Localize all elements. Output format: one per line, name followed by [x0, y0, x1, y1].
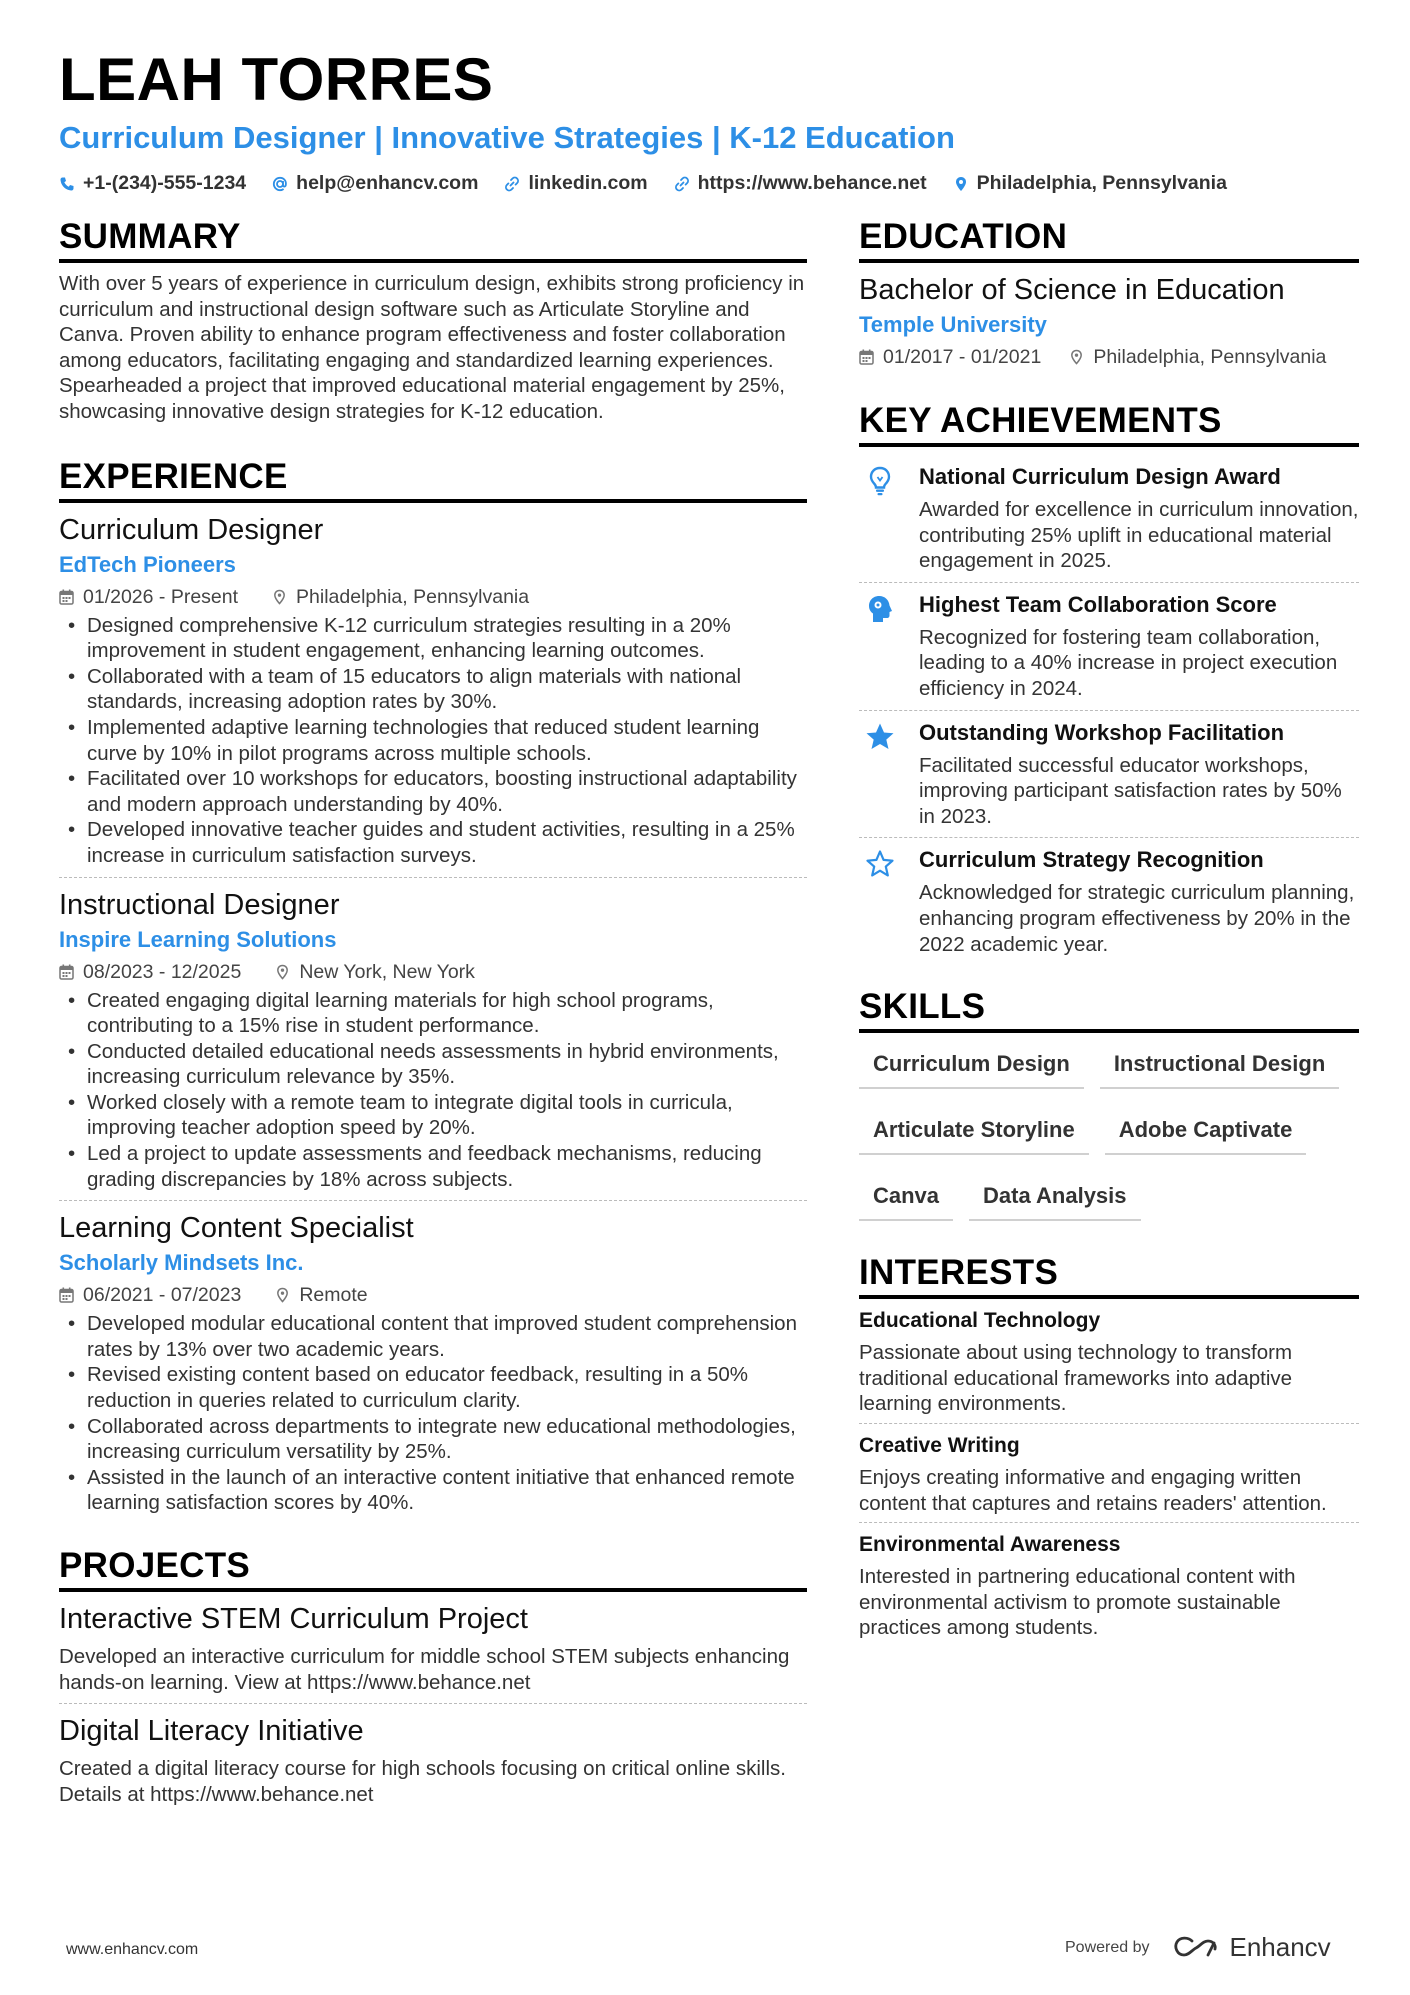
project-name: Interactive STEM Curriculum Project [59, 1603, 528, 1635]
education-school: Temple University [859, 312, 1047, 337]
project-entry [59, 1600, 807, 1695]
education-degree: Bachelor of Science in Education [859, 274, 1285, 306]
footer-branding [1065, 1932, 1331, 1963]
interest-title: Educational Technology [859, 1309, 1101, 1333]
job-bullets [59, 988, 807, 1193]
contact-linkedin[interactable] [504, 172, 647, 195]
job-bullet: • Conducted detailed educational needs assessments in hybrid environments, increasing curriculum relevance by 35%. [59, 1039, 807, 1090]
interest-title: Environmental Awareness [859, 1533, 1121, 1557]
achievement-desc: Recognized for fostering team collaboration, leading to a 40% increase in project execution efficiency in 2024. [919, 625, 1338, 700]
entry-divider [59, 877, 807, 878]
job-meta [59, 583, 807, 611]
map-pin-icon [1069, 349, 1084, 365]
job-location [275, 1281, 367, 1309]
achievement-title: Highest Team Collaboration Score [919, 591, 1277, 617]
project-desc: Developed an interactive curriculum for middle school STEM subjects enhancing hands-on learning. View at https://www.behance.net [59, 1645, 790, 1694]
contact-linkedin-text: linkedin.com [528, 172, 648, 194]
achievement-item [859, 583, 1359, 710]
experience-entry [59, 886, 807, 1193]
job-location-text: Philadelphia, Pennsylvania [296, 585, 530, 608]
project-name: Digital Literacy Initiative [59, 1715, 364, 1748]
projects-title: PROJECTS [59, 1544, 807, 1592]
star-outline-icon [864, 848, 896, 880]
map-pin-icon [953, 176, 969, 192]
calendar-icon [59, 589, 74, 605]
contact-location-text: Philadelphia, Pennsylvania [976, 172, 1227, 194]
education-section [859, 215, 1359, 371]
lightbulb-icon [864, 465, 896, 497]
job-dates-text: 08/2023 - 12/2025 [83, 960, 242, 983]
footer-website[interactable]: www.enhancv.com [66, 1941, 199, 1958]
candidate-name: LEAH TORRES [59, 46, 494, 113]
head-icon [864, 593, 896, 625]
enhancv-logo-icon [1172, 1935, 1220, 1961]
contact-bar [59, 172, 1359, 195]
job-dates [59, 1281, 241, 1309]
job-bullets [59, 1311, 807, 1516]
interests-title: INTERESTS [859, 1251, 1359, 1299]
brand-name: Enhancv [1229, 1932, 1331, 1962]
skills-title: SKILLS [859, 985, 1359, 1033]
job-role: Curriculum Designer [59, 513, 324, 546]
job-bullet: • Facilitated over 10 workshops for educators, boosting instructional adaptability and modern approach understanding by 40%. [59, 766, 807, 817]
entry-divider [859, 1423, 1359, 1424]
calendar-icon [59, 964, 74, 980]
project-entry [59, 1712, 807, 1807]
calendar-icon [59, 1287, 74, 1303]
job-bullet: • Collaborated with a team of 15 educators to align materials with national standards, increasing adoption rates by 30%. [59, 664, 807, 715]
education-meta [859, 343, 1359, 371]
contact-website[interactable] [674, 172, 927, 195]
job-company: EdTech Pioneers [59, 551, 236, 577]
skill-tag: Data Analysis [969, 1173, 1140, 1221]
right-column [859, 215, 1359, 1641]
contact-email-text: help@enhancv.com [296, 172, 479, 194]
phone-icon [59, 176, 75, 192]
job-bullet: • Assisted in the launch of an interactive content initiative that enhanced remote learning satisfaction scores by 40%. [59, 1465, 807, 1516]
job-bullet: • Worked closely with a remote team to integrate digital tools in curricula, improving teacher adoption speed by 20%. [59, 1090, 807, 1141]
job-bullet: • Implemented adaptive learning technologies that reduced student learning curve by 10% in pilot programs across multiple schools. [59, 715, 807, 766]
job-bullet: • Created engaging digital learning materials for high school programs, contributing to a 15% rise in student performance. [59, 988, 807, 1039]
skill-tag: Canva [859, 1173, 953, 1221]
job-bullet: • Developed modular educational content that improved student comprehension rates by 13% over two academic years. [59, 1311, 807, 1362]
job-bullet: • Collaborated across departments to integrate new educational methodologies, increasing curriculum versatility by 25%. [59, 1414, 807, 1465]
calendar-icon [859, 349, 874, 365]
link-icon [674, 176, 690, 192]
job-bullet: • Designed comprehensive K-12 curriculum strategies resulting in a 20% improvement in student engagement, enhancing learning outcomes. [59, 613, 807, 664]
job-location-text: New York, New York [299, 960, 475, 983]
contact-email[interactable] [272, 172, 478, 195]
project-desc: Created a digital literacy course for high schools focusing on critical online skills. Details at https://www.behance.net [59, 1757, 786, 1806]
job-dates-text: 01/2026 - Present [83, 585, 239, 608]
achievement-item [859, 455, 1359, 582]
interest-desc: Passionate about using technology to transform traditional educational frameworks into adaptive learning environments. [859, 1341, 1293, 1416]
summary-title: SUMMARY [59, 215, 807, 263]
powered-by-label: Powered by [1065, 1938, 1150, 1956]
achievement-item [859, 711, 1359, 838]
job-meta [59, 958, 807, 986]
map-pin-icon [275, 964, 290, 980]
experience-entry [59, 511, 807, 869]
achievement-desc: Acknowledged for strategic curriculum planning, enhancing program effectiveness by 20% in the 2022 academic year. [919, 881, 1355, 956]
achievement-icon-wrap [859, 846, 901, 957]
map-pin-icon [272, 589, 287, 605]
skill-tag: Instructional Design [1100, 1041, 1339, 1089]
job-location-text: Remote [299, 1284, 368, 1307]
job-company: Inspire Learning Solutions [59, 926, 337, 952]
job-bullet: • Led a project to update assessments and feedback mechanisms, reducing grading discrepancies by 18% across subjects. [59, 1141, 807, 1192]
map-pin-icon [275, 1287, 290, 1303]
education-location-text: Philadelphia, Pennsylvania [1093, 346, 1327, 368]
education-dates [859, 343, 1041, 371]
contact-website-text: https://www.behance.net [697, 172, 927, 194]
job-dates [59, 583, 238, 611]
skill-tag: Adobe Captivate [1105, 1107, 1307, 1155]
star-filled-icon [864, 721, 896, 753]
skills-list [859, 1041, 1359, 1221]
interest-desc: Enjoys creating informative and engaging written content that captures and retains readers' attention. [859, 1465, 1327, 1515]
entry-divider [59, 1200, 807, 1201]
skills-section [859, 985, 1359, 1221]
resume-header [59, 44, 1359, 195]
skill-tag: Articulate Storyline [859, 1107, 1089, 1155]
achievements-title: KEY ACHIEVEMENTS [859, 399, 1359, 447]
experience-title: EXPERIENCE [59, 455, 807, 503]
job-bullet: • Developed innovative teacher guides and student activities, resulting in a 25% increase in curriculum satisfaction surveys. [59, 817, 807, 868]
achievement-desc: Facilitated successful educator workshops, improving participant satisfaction rates by 50% in 2023. [919, 753, 1342, 828]
education-title: EDUCATION [859, 215, 1359, 263]
brand-logo[interactable] [1172, 1932, 1331, 1963]
contact-location [953, 172, 1227, 195]
job-location [272, 583, 529, 611]
contact-phone-text: +1-(234)-555-1234 [83, 172, 247, 194]
job-bullet: • Revised existing content based on educator feedback, resulting in a 50% reduction in queries related to curriculum clarity. [59, 1362, 807, 1413]
education-dates-text: 01/2017 - 01/2021 [883, 346, 1042, 368]
interest-item [859, 1432, 1359, 1516]
summary-text: With over 5 years of experience in curriculum design, exhibits strong proficiency in curriculum and instructional design software such as Articulate Storyline and Canva. Proven ability to enhance program effectiveness and foster collaboration among educators, facilitating engaging and standardized learning experiences. Spearheaded a project that improved educational material engagement by 25%, showcasing innovative design strategies for K-12 education. [59, 272, 805, 423]
interests-section [859, 1251, 1359, 1641]
interest-title: Creative Writing [859, 1433, 1020, 1457]
achievement-desc: Awarded for excellence in curriculum innovation, contributing 25% uplift in educational material engagement in 2025. [919, 498, 1359, 573]
achievement-title: National Curriculum Design Award [919, 464, 1281, 489]
experience-entry [59, 1209, 807, 1516]
at-icon [272, 176, 288, 192]
achievement-icon-wrap [859, 463, 901, 574]
contact-phone[interactable] [59, 172, 246, 195]
education-location [1069, 343, 1326, 371]
job-company: Scholarly Mindsets Inc. [59, 1250, 304, 1276]
achievement-title: Curriculum Strategy Recognition [919, 847, 1264, 873]
achievement-title: Outstanding Workshop Facilitation [919, 719, 1285, 745]
achievements-section [859, 399, 1359, 965]
interest-desc: Interested in partnering educational content with environmental activism to promote sustainable practices among students. [859, 1565, 1296, 1640]
achievement-icon-wrap [859, 719, 901, 830]
link-icon [504, 176, 520, 192]
entry-divider [59, 1703, 807, 1704]
interest-item [859, 1531, 1359, 1641]
skill-tag: Curriculum Design [859, 1041, 1084, 1089]
achievement-item [859, 838, 1359, 965]
candidate-tagline: Curriculum Designer | Innovative Strategies | K-12 Education [59, 120, 955, 155]
projects-section [59, 1544, 807, 1807]
job-location [275, 958, 475, 986]
job-role: Instructional Designer [59, 888, 340, 921]
job-dates [59, 958, 241, 986]
job-role: Learning Content Specialist [59, 1212, 414, 1245]
entry-divider [859, 1522, 1359, 1523]
left-column [59, 215, 807, 1807]
job-dates-text: 06/2021 - 07/2023 [83, 1284, 242, 1307]
achievement-icon-wrap [859, 591, 901, 702]
job-meta [59, 1281, 807, 1309]
job-bullets [59, 613, 807, 869]
summary-section [59, 215, 807, 425]
interest-item [859, 1307, 1359, 1417]
experience-section [59, 455, 807, 1516]
